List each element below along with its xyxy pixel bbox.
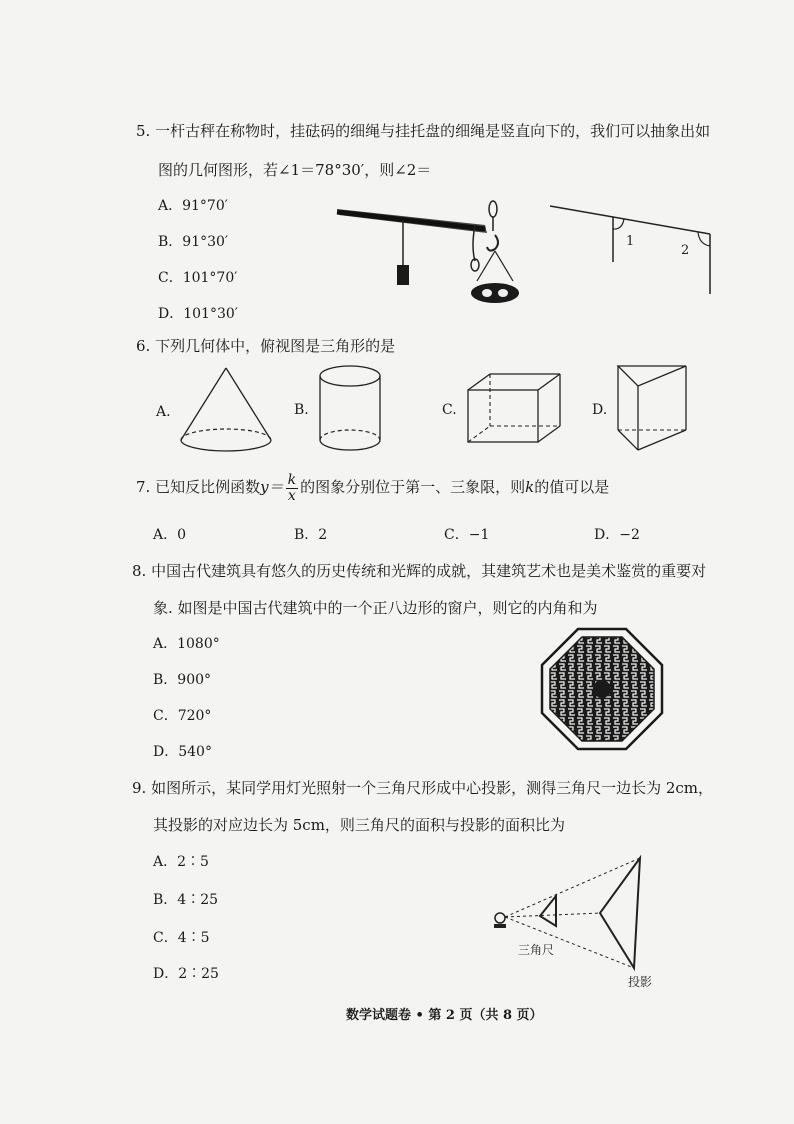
question-9-text-1: 如图所示，某同学用灯光照射一个三角尺形成中心投影，测得三角尺一边长为 2cm， <box>151 779 714 797</box>
question-7-fraction-numerator: k <box>287 471 297 488</box>
question-6-option-c[interactable]: C. <box>442 402 457 418</box>
question-5-line1 <box>136 120 710 141</box>
question-9-option-d[interactable]: D．2∶25 <box>153 966 219 982</box>
question-5-option-d[interactable]: D．101°30′ <box>158 306 238 322</box>
question-8-number: 8. <box>132 562 147 580</box>
question-9-option-a[interactable]: A．2∶5 <box>153 854 209 870</box>
question-8-option-a[interactable]: A．1080° <box>153 636 220 652</box>
question-7-line1 <box>136 472 609 504</box>
question-5-option-b[interactable]: B．91°30′ <box>158 234 229 250</box>
cylinder-solid <box>316 362 386 457</box>
question-8-option-c[interactable]: C．720° <box>153 708 212 724</box>
question-7-option-d[interactable]: D．−2 <box>594 527 640 543</box>
question-9-number: 9. <box>132 779 147 797</box>
central-projection-figure <box>488 852 668 992</box>
question-7-fraction-denominator: x <box>287 487 296 504</box>
ruler-label: 三角尺 <box>518 943 555 957</box>
question-8-option-b[interactable]: B．900° <box>153 672 212 688</box>
question-7-option-b[interactable]: B．2 <box>294 527 328 543</box>
question-8-option-d[interactable]: D．540° <box>153 744 212 760</box>
question-9-option-b[interactable]: B．4∶25 <box>153 892 219 908</box>
question-7-var-k: k <box>525 478 535 496</box>
question-7-formula-lhs: y＝ <box>260 478 284 496</box>
projection-label: 投影 <box>628 975 653 989</box>
cuboid-solid <box>466 372 566 447</box>
cone-solid <box>176 365 276 455</box>
question-6-line1 <box>136 335 395 356</box>
question-8-text-1: 中国古代建筑具有悠久的历史传统和光辉的成就，其建筑艺术也是美术鉴赏的重要对 <box>151 562 707 580</box>
angle-diagram <box>548 200 718 300</box>
question-9-text-2: 其投影的对应边长为 5cm，则三角尺的面积与投影的面积比为 <box>153 816 565 834</box>
lamp-icon <box>495 913 505 923</box>
question-9-line1 <box>132 777 713 798</box>
question-6-number: 6. <box>136 337 151 355</box>
angle-2-label: 2 <box>681 243 690 258</box>
question-8-line1 <box>132 560 706 581</box>
question-7-option-c[interactable]: C．−1 <box>444 527 490 543</box>
steelyard-scale-figure <box>335 195 525 310</box>
question-5-text-2: 图的几何图形，若∠1＝78°30′，则∠2＝ <box>158 161 432 179</box>
page-footer: 数学试题卷 • 第 2 页（共 8 页） <box>346 1008 543 1023</box>
question-6-text-1: 下列几何体中，俯视图是三角形的是 <box>155 337 396 355</box>
question-7-text-post: 的图象分别位于第一、三象限，则 <box>300 478 526 496</box>
question-7-text-end: 的值可以是 <box>534 478 610 496</box>
angle-1-label: 1 <box>626 234 635 249</box>
question-5-number: 5. <box>136 122 151 140</box>
question-7-fraction <box>286 473 298 504</box>
question-8-text-2: 象. 如图是中国古代建筑中的一个正八边形的窗户，则它的内角和为 <box>153 599 598 617</box>
question-7-number: 7. <box>136 478 151 496</box>
triangular-prism-solid <box>614 360 694 455</box>
question-6-option-a[interactable]: A. <box>156 404 171 420</box>
question-5-option-a[interactable]: A．91°70′ <box>158 198 228 214</box>
question-9-option-c[interactable]: C．4∶5 <box>153 930 210 946</box>
question-6-option-b[interactable]: B. <box>294 402 309 418</box>
question-7-option-a[interactable]: A．0 <box>153 527 187 543</box>
question-7-text-pre: 已知反比例函数 <box>155 478 261 496</box>
question-6-option-d[interactable]: D. <box>592 402 608 418</box>
question-5-text-1: 一杆古秤在称物时，挂砝码的细绳与挂托盘的细绳是竖直向下的，我们可以抽象出如 <box>155 122 711 140</box>
question-5-option-c[interactable]: C．101°70′ <box>158 270 238 286</box>
octagonal-window-figure <box>540 627 664 751</box>
